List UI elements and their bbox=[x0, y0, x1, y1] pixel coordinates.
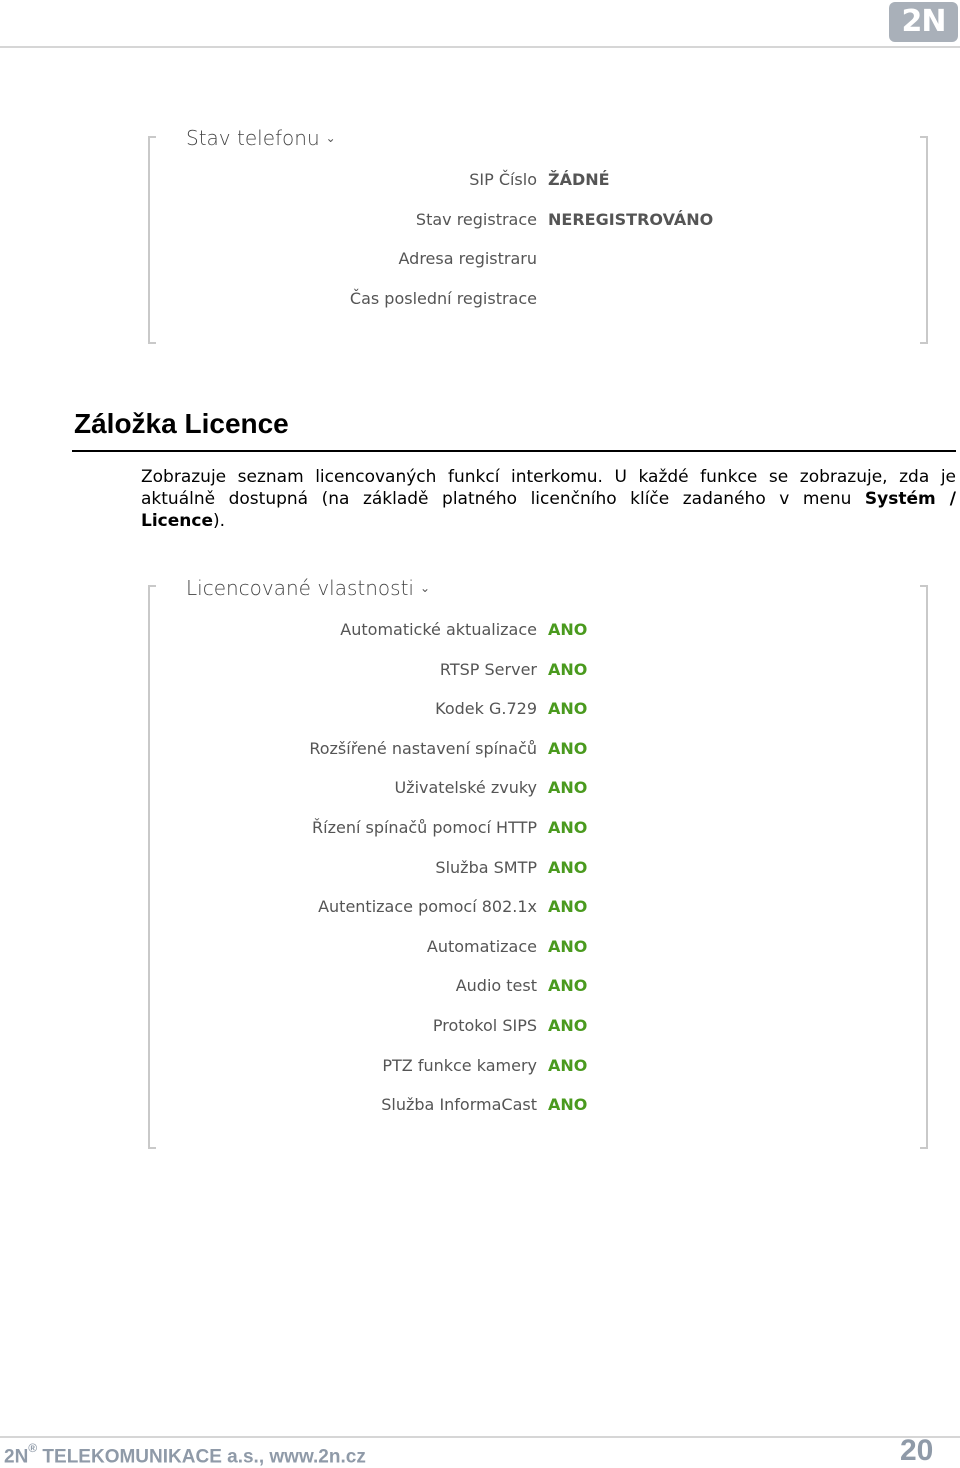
field-value: ŽÁDNÉ bbox=[548, 170, 610, 189]
field-row bbox=[0, 210, 960, 234]
field-label: Uživatelské zvuky bbox=[394, 778, 537, 798]
field-row bbox=[0, 937, 960, 961]
chevron-down-icon[interactable]: ⌄ bbox=[419, 581, 431, 595]
footer-company bbox=[4, 1441, 366, 1468]
field-label: Čas poslední registrace bbox=[349, 289, 537, 309]
field-row bbox=[0, 1095, 960, 1119]
field-value: ANO bbox=[548, 1095, 588, 1115]
section-heading: Záložka Licence bbox=[74, 408, 289, 439]
licensed-features-title-text: Licencované vlastnosti bbox=[186, 576, 414, 600]
field-value: ANO bbox=[548, 699, 588, 719]
field-row bbox=[0, 660, 960, 684]
field-label: Služba InformaCast bbox=[381, 1095, 537, 1115]
phone-status-title-text: Stav telefonu bbox=[186, 126, 320, 150]
field-label: Kodek G.729 bbox=[435, 699, 537, 719]
field-label: Protokol SIPS bbox=[432, 1016, 537, 1035]
section-rule bbox=[72, 450, 956, 452]
field-label: RTSP Server bbox=[439, 659, 537, 679]
field-label: Adresa registraru bbox=[398, 249, 537, 269]
field-row bbox=[0, 620, 960, 644]
field-value: ANO bbox=[548, 897, 588, 917]
field-label: SIP Číslo bbox=[469, 170, 537, 189]
field-row bbox=[0, 249, 960, 273]
field-row bbox=[0, 1016, 960, 1040]
field-value: ANO bbox=[548, 778, 588, 798]
field-row bbox=[0, 897, 960, 921]
field-row bbox=[0, 170, 960, 194]
field-row bbox=[0, 699, 960, 723]
field-label: Automatické aktualizace bbox=[340, 620, 537, 639]
field-row bbox=[0, 1056, 960, 1080]
field-value: ANO bbox=[548, 936, 588, 956]
field-label: Audio test bbox=[455, 976, 537, 996]
licensed-features-title[interactable] bbox=[186, 576, 430, 600]
field-row bbox=[0, 778, 960, 802]
footer-company-rest: TELEKOMUNIKACE a.s., www.2n.cz bbox=[37, 1446, 366, 1468]
paragraph-text: Zobrazuje seznam licencovaných funkcí interkomu. U každé funkce se zobrazuje, zda je aktuálně dostupná (na základě platného licenčního klíče zadaného v menu bbox=[141, 467, 956, 509]
paragraph-end: ). bbox=[212, 511, 226, 531]
footer-divider bbox=[0, 1436, 960, 1438]
field-row bbox=[0, 289, 960, 313]
field-label: Rozšířené nastavení spínačů bbox=[309, 738, 537, 758]
field-value: ANO bbox=[548, 659, 588, 679]
footer-company-prefix: 2N bbox=[4, 1446, 29, 1468]
company-logo: 2N bbox=[889, 2, 958, 42]
field-label: Služba SMTP bbox=[435, 857, 537, 877]
field-row bbox=[0, 739, 960, 763]
menu-path: Systém / Licence bbox=[141, 489, 956, 531]
field-value: ANO bbox=[548, 818, 588, 837]
field-row bbox=[0, 818, 960, 842]
field-value: NEREGISTROVÁNO bbox=[548, 209, 714, 229]
field-label: Stav registrace bbox=[415, 209, 537, 229]
field-value: ANO bbox=[548, 620, 588, 639]
field-value: ANO bbox=[548, 1016, 588, 1035]
field-row bbox=[0, 858, 960, 882]
field-label: Autentizace pomocí 802.1x bbox=[318, 897, 537, 917]
chevron-down-icon[interactable]: ⌄ bbox=[325, 131, 336, 145]
field-value: ANO bbox=[548, 738, 588, 758]
registered-mark: ® bbox=[28, 1441, 38, 1455]
field-value: ANO bbox=[548, 857, 588, 877]
phone-status-title[interactable] bbox=[186, 126, 336, 150]
field-value: ANO bbox=[548, 976, 588, 996]
header-divider bbox=[0, 46, 960, 48]
section-paragraph bbox=[141, 466, 956, 532]
field-value: ANO bbox=[548, 1055, 588, 1075]
field-label: Automatizace bbox=[426, 936, 537, 956]
field-row bbox=[0, 976, 960, 1000]
field-label: Řízení spínačů pomocí HTTP bbox=[312, 818, 537, 837]
field-label: PTZ funkce kamery bbox=[382, 1055, 537, 1075]
page-number: 20 bbox=[900, 1434, 934, 1467]
